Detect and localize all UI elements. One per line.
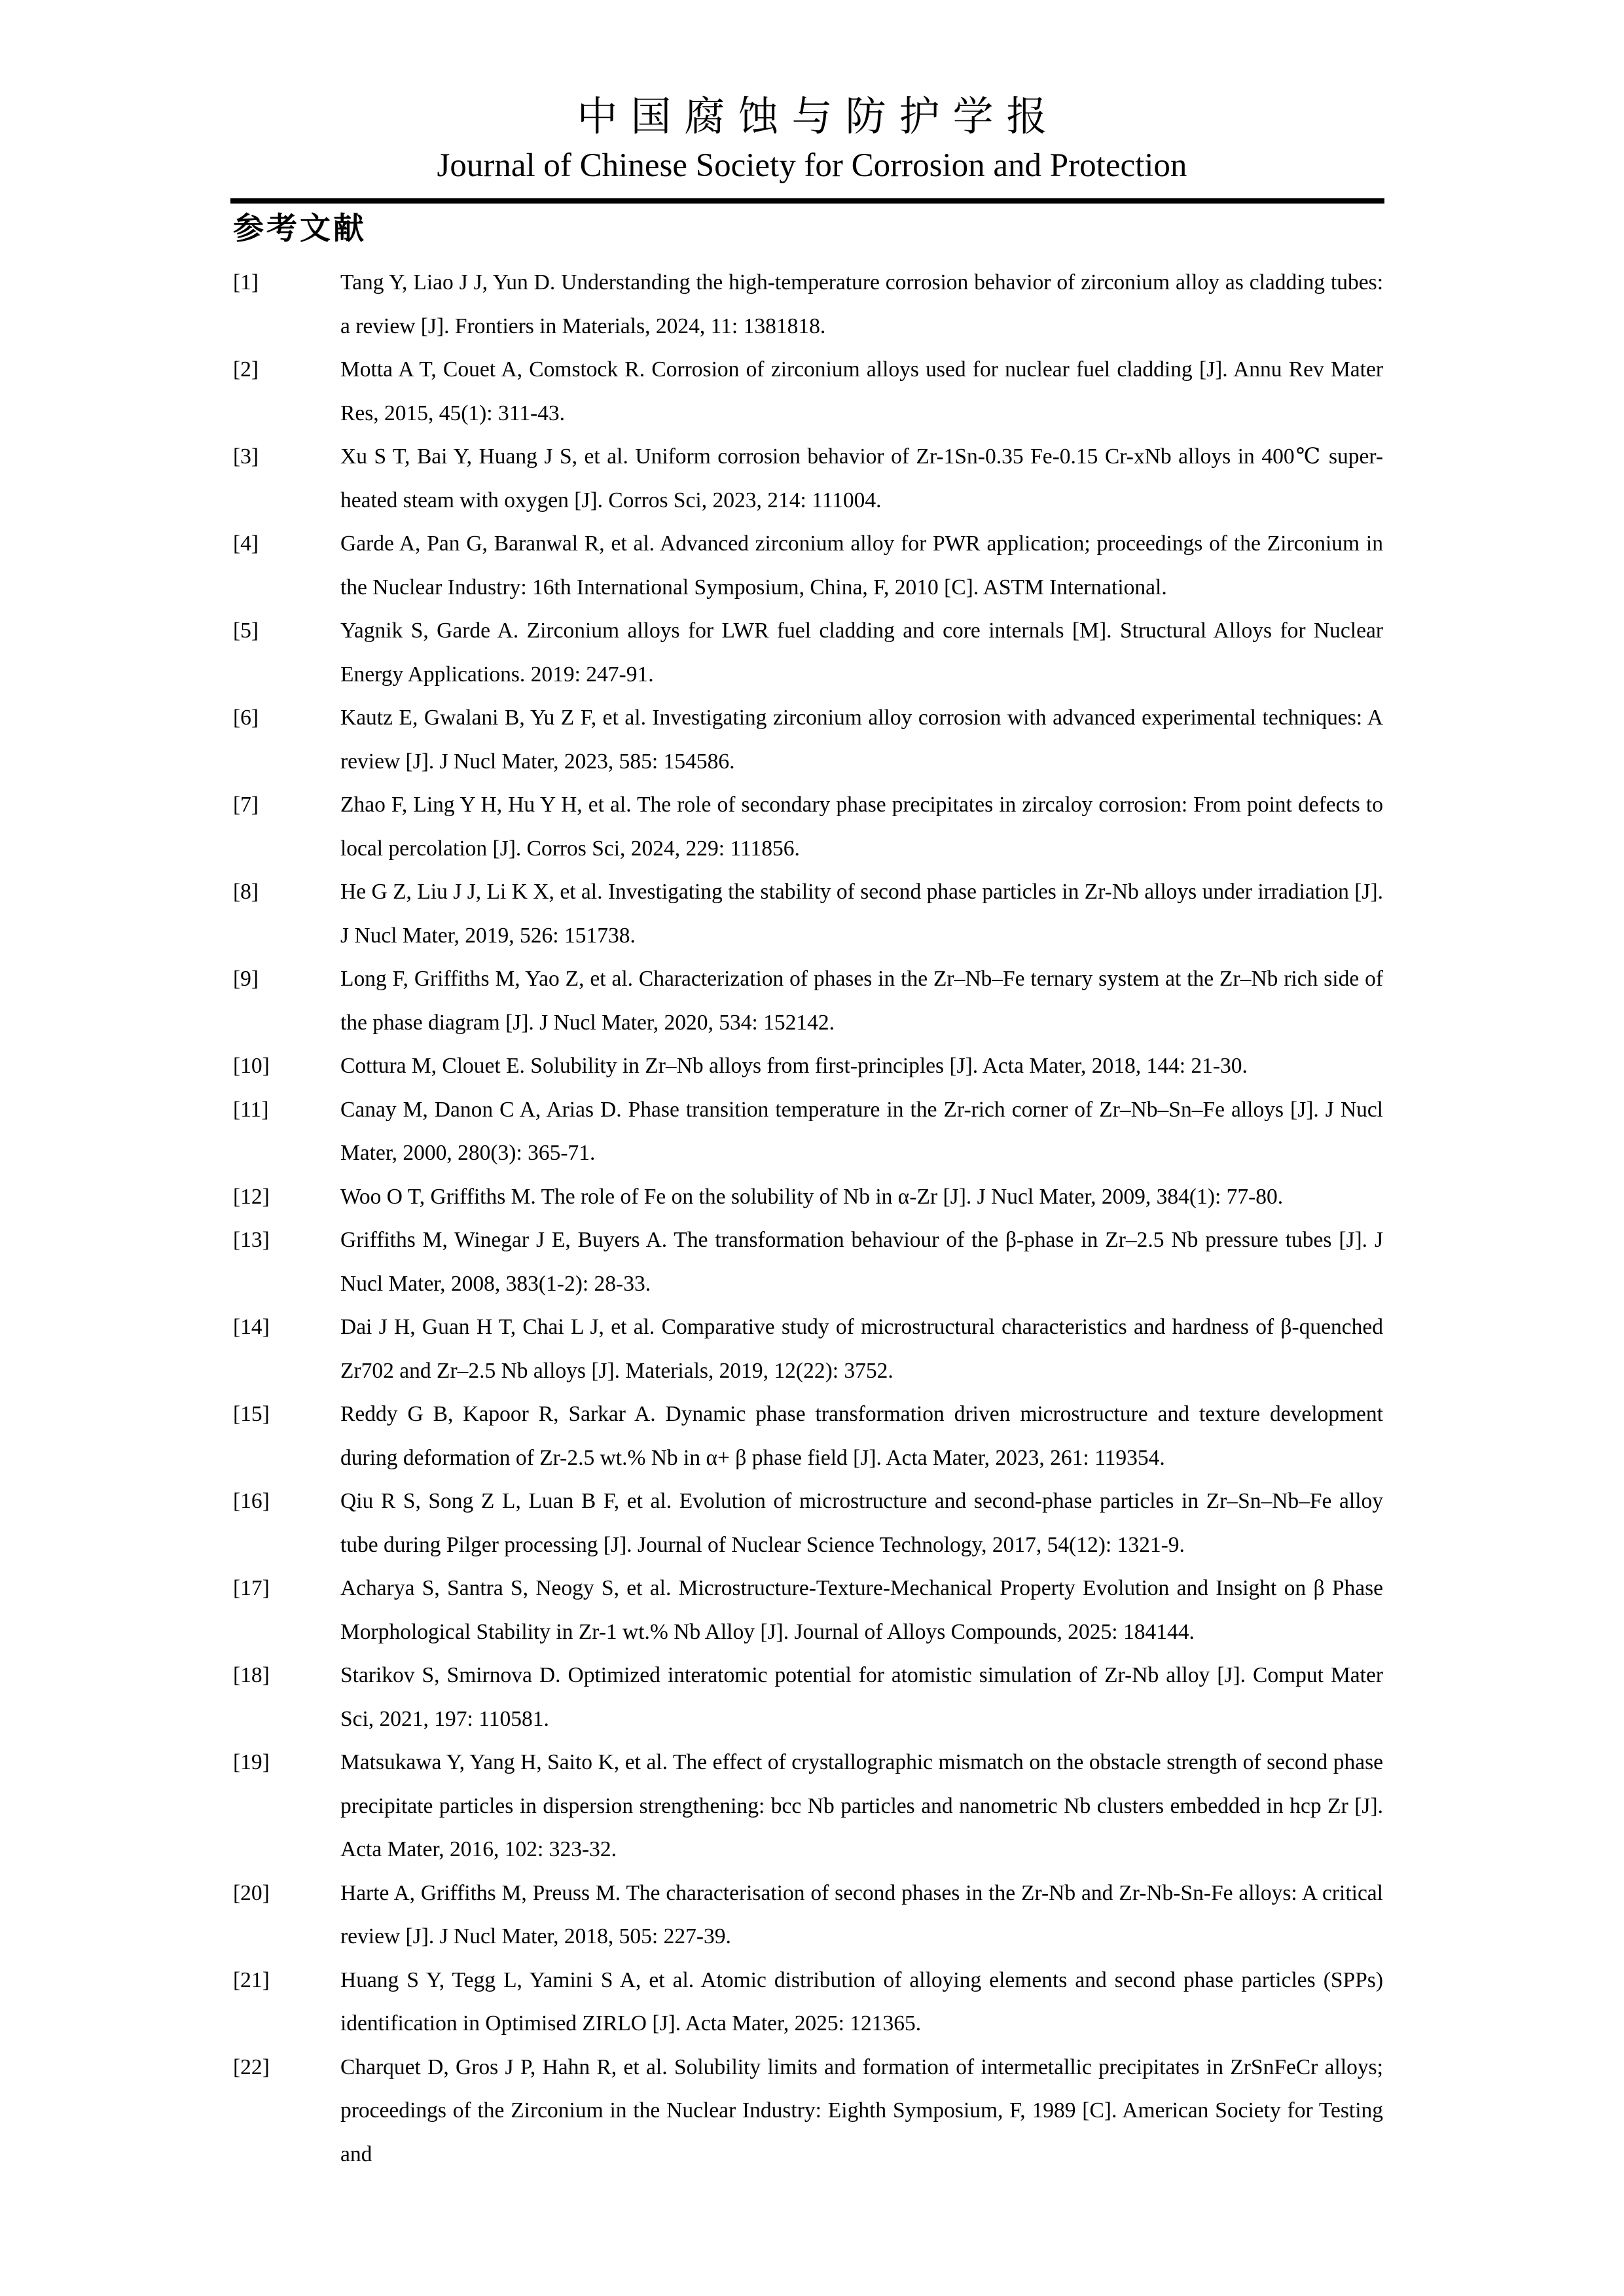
reference-text: Harte A, Griffiths M, Preuss M. The characterisation of second phases in the Zr-Nb and Zr-Nb-Sn-Fe alloys: A critical review [J]. J Nucl Mater, 2018, 505: 227-39.: [340, 1880, 1383, 1949]
reference-number: [1]: [233, 270, 259, 295]
journal-title-chinese: 中国腐蚀与防护学报: [577, 95, 1060, 139]
reference-text: Charquet D, Gros J P, Hahn R, et al. Solubility limits and formation of intermetallic precipitates in ZrSnFeCr alloys; proceedings of the Zirconium in the Nuclear Industry: Eighth Symposium, F, 1989 [C]. American Society for Testing and: [340, 2054, 1383, 2166]
reference-text: Dai J H, Guan H T, Chai L J, et al. Comparative study of microstructural characteristics and hardness of β-quenched Zr702 and Zr–2.5 Nb alloys [J]. Materials, 2019, 12(22): 3752.: [340, 1315, 1383, 1383]
reference-number: [2]: [233, 357, 259, 382]
journal-masthead: [0, 0, 1624, 183]
reference-text: Canay M, Danon C A, Arias D. Phase transition temperature in the Zr-rich corner of Zr–Nb–Sn–Fe alloys [J]. J Nucl Mater, 2000, 280(3): 365-71.: [340, 1097, 1383, 1166]
reference-item: [233, 1393, 1383, 1480]
reference-text: Acharya S, Santra S, Neogy S, et al. Microstructure-Texture-Mechanical Property Evolution and Insight on β Phase Morphological Stability in Zr-1 wt.% Nb Alloy [J]. Journal of Alloys Compounds, 2025: 184144.: [340, 1576, 1383, 1644]
reference-number: [13]: [233, 1228, 270, 1253]
reference-number: [7]: [233, 793, 259, 817]
reference-item: [233, 348, 1383, 435]
reference-number: [8]: [233, 880, 259, 905]
reference-item: [233, 522, 1383, 609]
reference-number: [3]: [233, 444, 259, 469]
reference-item: [233, 1088, 1383, 1175]
reference-number: [14]: [233, 1315, 270, 1340]
reference-text: Zhao F, Ling Y H, Hu Y H, et al. The role of secondary phase precipitates in zircaloy corrosion: From point defects to local percolation [J]. Corros Sci, 2024, 229: 111856.: [340, 793, 1383, 861]
reference-text: Xu S T, Bai Y, Huang J S, et al. Uniform corrosion behavior of Zr-1Sn-0.35 Fe-0.15 Cr-xNb alloys in 400℃ super-heated steam with oxygen [J]. Corros Sci, 2023, 214: 111004.: [340, 444, 1383, 512]
reference-number: [4]: [233, 531, 259, 556]
reference-item: [233, 1045, 1383, 1088]
reference-number: [19]: [233, 1750, 270, 1775]
reference-number: [17]: [233, 1576, 270, 1601]
reference-text: Garde A, Pan G, Baranwal R, et al. Advanced zirconium alloy for PWR application; proceedings of the Zirconium in the Nuclear Industry: 16th International Symposium, China, F, 2010 [C]. ASTM International.: [340, 531, 1383, 600]
reference-text: Huang S Y, Tegg L, Yamini S A, et al. Atomic distribution of alloying elements and second phase particles (SPPs) identification in Optimised ZIRLO [J]. Acta Mater, 2025: 121365.: [340, 1967, 1383, 2036]
reference-item: [233, 783, 1383, 870]
reference-number: [5]: [233, 619, 259, 643]
reference-text: He G Z, Liu J J, Li K X, et al. Investigating the stability of second phase particles in Zr-Nb alloys under irradiation [J]. J Nucl Mater, 2019, 526: 151738.: [340, 880, 1383, 948]
reference-text: Qiu R S, Song Z L, Luan B F, et al. Evolution of microstructure and second-phase particles in Zr–Sn–Nb–Fe alloy tube during Pilger processing [J]. Journal of Nuclear Science Technology, 2017, 54(12): 1321-9.: [340, 1489, 1383, 1557]
reference-item: [233, 1306, 1383, 1393]
reference-item: [233, 1654, 1383, 1741]
reference-number: [15]: [233, 1402, 270, 1427]
reference-number: [21]: [233, 1967, 270, 1992]
references-heading: 参考文献: [233, 212, 367, 246]
header-rule: [230, 198, 1384, 204]
reference-number: [22]: [233, 2054, 270, 2079]
reference-list: [233, 261, 1383, 2176]
reference-number: [12]: [233, 1184, 270, 1209]
reference-item: [233, 958, 1383, 1045]
reference-text: Motta A T, Couet A, Comstock R. Corrosion of zirconium alloys used for nuclear fuel cladding [J]. Annu Rev Mater Res, 2015, 45(1): 311-43.: [340, 357, 1383, 425]
reference-text: Starikov S, Smirnova D. Optimized interatomic potential for atomistic simulation of Zr-Nb alloy [J]. Comput Mater Sci, 2021, 197: 110581.: [340, 1663, 1383, 1731]
reference-item: [233, 435, 1383, 522]
reference-item: [233, 1872, 1383, 1959]
reference-text: Kautz E, Gwalani B, Yu Z F, et al. Investigating zirconium alloy corrosion with advanced experimental techniques: A review [J]. J Nucl Mater, 2023, 585: 154586.: [340, 706, 1383, 774]
reference-item: [233, 1741, 1383, 1872]
reference-text: Long F, Griffiths M, Yao Z, et al. Characterization of phases in the Zr–Nb–Fe ternary system at the Zr–Nb rich side of the phase diagram [J]. J Nucl Mater, 2020, 534: 152142.: [340, 967, 1383, 1035]
reference-item: [233, 1567, 1383, 1654]
reference-number: [10]: [233, 1054, 270, 1079]
reference-item: [233, 1175, 1383, 1219]
reference-text: Griffiths M, Winegar J E, Buyers A. The transformation behaviour of the β-phase in Zr–2.5 Nb pressure tubes [J]. J Nucl Mater, 2008, 383(1-2): 28-33.: [340, 1228, 1383, 1296]
reference-item: [233, 870, 1383, 958]
reference-item: [233, 1219, 1383, 1306]
reference-number: [11]: [233, 1097, 269, 1122]
reference-text: Woo O T, Griffiths M. The role of Fe on the solubility of Nb in α-Zr [J]. J Nucl Mater, 2009, 384(1): 77-80.: [340, 1184, 1284, 1209]
reference-number: [9]: [233, 967, 259, 992]
reference-text: Matsukawa Y, Yang H, Saito K, et al. The effect of crystallographic mismatch on the obstacle strength of second phase precipitate particles in dispersion strengthening: bcc Nb particles and nanometric Nb clusters embedded in hcp Zr [J]. Acta Mater, 2016, 102: 323-32.: [340, 1750, 1383, 1862]
reference-number: [20]: [233, 1880, 270, 1905]
reference-item: [233, 696, 1383, 783]
reference-text: Yagnik S, Garde A. Zirconium alloys for LWR fuel cladding and core internals [M]. Structural Alloys for Nuclear Energy Applications. 2019: 247-91.: [340, 619, 1383, 687]
reference-number: [18]: [233, 1663, 270, 1688]
reference-item: [233, 2046, 1383, 2177]
reference-number: [16]: [233, 1489, 270, 1514]
reference-item: [233, 1959, 1383, 2046]
reference-item: [233, 261, 1383, 348]
reference-item: [233, 609, 1383, 696]
reference-number: [6]: [233, 706, 259, 730]
reference-text: Reddy G B, Kapoor R, Sarkar A. Dynamic phase transformation driven microstructure and texture development during deformation of Zr-2.5 wt.% Nb in α+ β phase field [J]. Acta Mater, 2023, 261: 119354.: [340, 1402, 1383, 1470]
reference-text: Tang Y, Liao J J, Yun D. Understanding the high-temperature corrosion behavior of zirconium alloy as cladding tubes: a review [J]. Frontiers in Materials, 2024, 11: 1381818.: [340, 270, 1383, 338]
reference-text: Cottura M, Clouet E. Solubility in Zr–Nb alloys from first-principles [J]. Acta Mater, 2018, 144: 21-30.: [340, 1054, 1248, 1079]
reference-item: [233, 1480, 1383, 1567]
journal-title-english: Journal of Chinese Society for Corrosion and Protection: [437, 147, 1187, 184]
